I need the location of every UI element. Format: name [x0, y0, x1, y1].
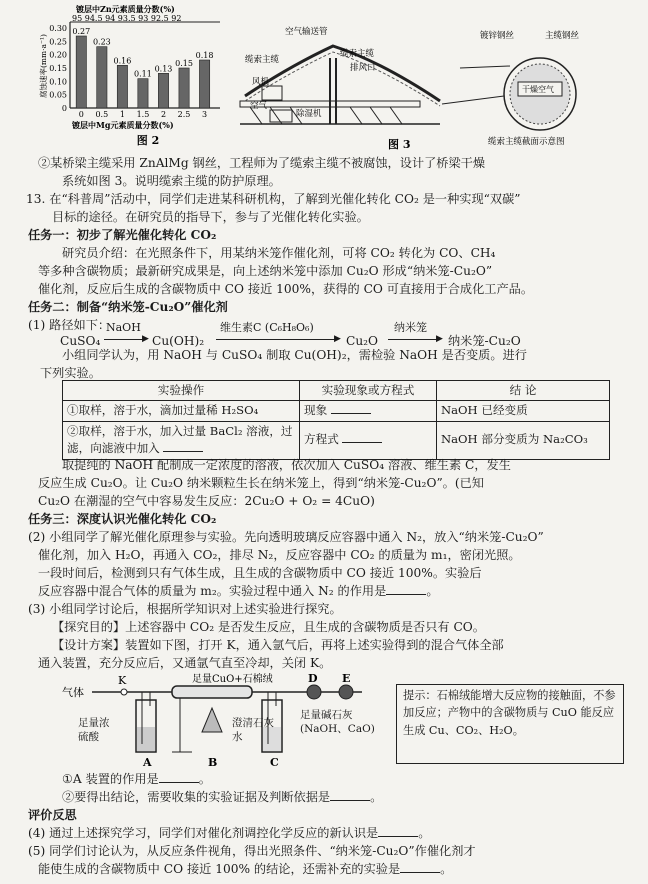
apparatus-k: K — [118, 674, 127, 687]
fig3-exhaust: 排风口 — [350, 63, 376, 73]
label-e: E — [342, 672, 351, 685]
fig3-air-pipe: 空气输送管 — [285, 27, 328, 37]
table-header: 结 论 — [437, 381, 610, 401]
y-axis-label: 腐蚀速率(mm·a⁻¹) — [39, 34, 48, 98]
x-tick-label: 1.5 — [136, 110, 150, 119]
fig3-cross-section: 缆索主缆截面示意图 — [488, 137, 565, 147]
x-tick-label: 2.5 — [177, 110, 191, 119]
tube-b — [172, 686, 252, 698]
apparatus-gas: 气体 — [62, 686, 84, 699]
answer-blank[interactable] — [378, 836, 418, 837]
table-cell — [300, 421, 437, 459]
s2-line1: (2) 小组同学了解光催化原理参与实验。先向透明玻璃反应容器中通入 N₂，放入“纳米笼-Cu₂O” — [28, 530, 544, 544]
tube-e — [339, 685, 353, 699]
q5-line1: (5) 同学们讨论认为，从反应条件视角，得出光照条件、“纳米笼-Cu₂O”作催化剂才 — [28, 844, 476, 858]
after-line2: 反应生成 Cu₂O。让 Cu₂O 纳米颗粒生长在纳米笼上，得到“纳米笼-Cu₂O”。(已知 — [38, 476, 484, 490]
e-label: 足量碱石灰(NaOH、CaO) — [300, 709, 375, 736]
route-arrowhead-3: ▶ — [436, 334, 443, 344]
table-cell: NaOH 部分变质为 Na₂CO₃ — [437, 421, 610, 459]
table-row — [63, 401, 610, 421]
bar — [97, 47, 107, 108]
s2-line3: 一段时间后，检测到只有气体生成，且生成的含碳物质中 CO 接近 100%。实验后 — [38, 566, 482, 580]
label-c: C — [270, 756, 279, 769]
bar — [138, 79, 148, 108]
y-tick-label: 0.05 — [49, 90, 67, 100]
data-label: 0.11 — [134, 69, 152, 79]
eval-heading: 评价反思 — [28, 808, 77, 822]
equation-label: 方程式 — [304, 432, 339, 447]
zn-axis-title: 镀层中Zn元素质量分数(%) — [76, 4, 175, 14]
route-arrowhead-1: ▶ — [142, 334, 149, 344]
route-arrow-1 — [104, 339, 144, 340]
fig3-dryer: 除湿机 — [296, 109, 322, 119]
group-line1: 小组同学认为，用 NaOH 与 CuSO₄ 制取 Cu(OH)₂，需检验 NaOH 是否变质。进行 — [62, 348, 527, 362]
phenomenon-label: 现象 — [304, 403, 328, 418]
answer-blank[interactable] — [331, 413, 371, 414]
tube-d — [307, 685, 321, 699]
q5-line2: 能使生成的含碳物质中 CO 接近 100% 的结论，还需补充的实验是 。 — [38, 862, 453, 876]
label-b: B — [208, 756, 218, 769]
y-tick-label: 0 — [61, 104, 67, 113]
q13-line2: 目标的途径。在研究员的指导下，参与了光催化转化实验。 — [52, 210, 369, 224]
label-d: D — [308, 672, 318, 685]
label-a: A — [143, 756, 152, 769]
fig3-galvanized: 镀锌钢丝 — [480, 31, 515, 41]
task3-heading: 任务三：深度认识光催化转化 CO₂ — [28, 512, 217, 526]
figures-area — [40, 6, 640, 156]
route-arrow-3 — [388, 339, 438, 340]
x-axis-label: 镀层中Mg元素质量分数(%) — [72, 120, 174, 130]
route-cuso4: CuSO₄ — [60, 334, 101, 348]
fig3-cable-clip: 缆索主缆 — [340, 49, 375, 59]
intro-line1: 研究员介绍：在光照条件下，用某纳米笼作催化剂，可将 CO₂ 转化为 CO、CH₄ — [62, 246, 496, 260]
intro-line3: 催化剂，反应后生成的含碳物质中 CO 接近 100%，获得的 CO 可直接用于合成化工产品。 — [38, 282, 534, 296]
data-label: 0.15 — [175, 59, 193, 68]
y-tick-label: 0.25 — [49, 37, 67, 47]
fig3-caption: 图 3 — [388, 138, 411, 151]
answer-blank[interactable] — [400, 872, 440, 873]
answer-blank[interactable] — [386, 594, 426, 595]
table-cell: ①取样，溶于水，滴加过量稀 H₂SO₄ — [63, 401, 300, 421]
route-arrow-2 — [216, 339, 336, 340]
q2-line2: 系统如图 3。说明缆索主缆的防护原理。 — [62, 174, 281, 188]
y-tick-label: 0.20 — [49, 50, 67, 60]
after-line1: 取提纯的 NaOH 配制成一定浓度的溶液，依次加入 CuSO₄ 溶液、维生素 C，发生 — [62, 458, 511, 472]
s3-line: (3) 小组同学讨论后，根据所学知识对上述实验进行探究。 — [28, 602, 342, 616]
data-label: 0.27 — [72, 27, 91, 36]
data-label: 0.16 — [113, 56, 132, 66]
route-product: 纳米笼-Cu₂O — [448, 334, 521, 348]
x-tick-label: 0 — [78, 110, 84, 119]
route-cu2o: Cu₂O — [346, 334, 379, 348]
x-tick-label: 2 — [160, 110, 167, 119]
fig3-dehumidifier: 风机 — [252, 77, 270, 87]
answer-blank[interactable] — [342, 442, 382, 443]
route-label: (1) 路径如下： — [28, 318, 111, 332]
table-cell — [300, 401, 437, 421]
s2-line4: 反应容器中混合气体的质量为 m₂。实验过程中通入 N₂ 的作用是 。 — [38, 584, 439, 598]
route-vitc: 维生素C (C₆H₈O₆) — [220, 321, 314, 334]
bar — [179, 68, 189, 108]
group-line2: 下列实验。 — [40, 366, 101, 380]
after-line3: Cu₂O 在潮湿的空气中容易发生反应：2Cu₂O + O₂ = 4CuO) — [38, 494, 375, 508]
q4-text: (4) 通过上述探究学习，同学们对催化剂调控化学反应的新认识是 — [28, 826, 379, 840]
y-tick-label: 0.15 — [49, 64, 67, 73]
table-cell — [63, 421, 300, 459]
c-label: 澄清石灰水 — [232, 717, 274, 744]
bar — [76, 36, 86, 108]
qb-line: ②要得出结论，需要收集的实验证据及判断依据是 。 — [62, 790, 383, 804]
s2-line2: 催化剂，加入 H₂O，再通入 CO₂，排尽 N₂，反应容器中 CO₂ 的质量为 m₁，密闭光照。 — [38, 548, 521, 562]
data-label: 0.13 — [154, 64, 173, 74]
fig3-dry-air: 干燥空气 — [522, 85, 554, 94]
task1-heading: 任务一：初步了解光催化转化 CO₂ — [28, 228, 217, 242]
q4-line: (4) 通过上述探究学习，同学们对催化剂调控化学反应的新认识是 。 — [28, 826, 431, 840]
figure-3-diagram — [240, 26, 580, 151]
table-header-row — [63, 381, 610, 401]
design-line1: 【设计方案】装置如下图，打开 K，通入氩气后，再将上述实验得到的混合气体全部 — [52, 638, 504, 652]
route-naoh: NaOH — [106, 321, 141, 334]
zn-axis-values: 95 94.5 94 93.5 93 92.5 92 — [72, 14, 182, 23]
answer-blank[interactable] — [159, 782, 199, 783]
answer-blank[interactable] — [163, 451, 203, 452]
fig3-main-cable: 缆索主缆 — [245, 55, 280, 65]
goal-line: 【探究目的】上述容器中 CO₂ 是否发生反应，且生成的含碳物质是否只有 CO。 — [52, 620, 485, 634]
intro-line2: 等多种含碳物质；最新研究成果是，向上述纳米笼中添加 Cu₂O 形成“纳米笼-Cu₂O” — [38, 264, 493, 278]
table-cell: NaOH 已经变质 — [437, 401, 610, 421]
bar — [158, 73, 168, 108]
table-row — [63, 421, 610, 459]
a-label: 足量浓硫酸 — [78, 717, 110, 744]
qa-line: ①A 装置的作用是 。 — [62, 772, 211, 786]
data-label: 0.18 — [195, 51, 214, 60]
fig3-main-steel: 主缆钢丝 — [545, 31, 580, 41]
route-arrowhead-2: ▶ — [334, 334, 341, 344]
table-header: 实验操作 — [63, 381, 300, 401]
bar — [199, 60, 209, 108]
qa-text: ①A 装置的作用是 — [62, 772, 159, 786]
y-tick-label: 0.10 — [49, 77, 67, 87]
y-tick-label: 0.30 — [49, 24, 67, 33]
design-line2: 通入装置，充分反应后，又通氩气直至冷却，关闭 K。 — [38, 656, 332, 670]
figure-2-chart — [38, 4, 220, 147]
table-header: 实验现象或方程式 — [300, 381, 437, 401]
qb-text: ②要得出结论，需要收集的实验证据及判断依据是 — [62, 790, 331, 804]
hint-box: 提示：石棉绒能增大反应物的接触面，不参加反应；产物中的含碳物质与 CuO 能反应生成 Cu、CO₂、H₂O。 — [396, 684, 624, 764]
b-top-label: 足量CuO+石棉绒 — [192, 674, 273, 685]
fig3-air: 空气 — [250, 101, 268, 111]
figure-2-caption: 图 2 — [136, 134, 160, 147]
answer-blank[interactable] — [330, 800, 370, 801]
operation-text: ②取样，溶于水，加入过量 BaCl₂ 溶液，过滤，向滤液中加入 — [67, 423, 293, 456]
task2-heading: 任务二：制备“纳米笼-Cu₂O”催化剂 — [28, 300, 228, 314]
x-tick-label: 3 — [202, 110, 208, 119]
experiment-table — [62, 380, 610, 460]
route-nano: 纳米笼 — [394, 321, 427, 334]
route-cuoh2: Cu(OH)₂ — [152, 334, 205, 348]
s2-line4-text: 反应容器中混合气体的质量为 m₂。实验过程中通入 N₂ 的作用是 — [38, 584, 387, 598]
bar — [117, 65, 127, 108]
q5-text: 能使生成的含碳物质中 CO 接近 100% 的结论，还需补充的实验是 — [38, 862, 401, 876]
q2-line1: ②某桥梁主缆采用 ZnAlMg 钢丝，工程师为了缆索主缆不被腐蚀，设计了桥梁干燥 — [38, 156, 486, 170]
x-tick-label: 0.5 — [95, 110, 109, 119]
q13-line1: 13. 在“科普周”活动中，同学们走进某科研机构，了解到光催化转化 CO₂ 是一种实现“双碳” — [26, 192, 521, 206]
data-label: 0.23 — [92, 37, 111, 47]
burner-icon — [202, 708, 222, 732]
x-tick-label: 1 — [119, 110, 125, 119]
